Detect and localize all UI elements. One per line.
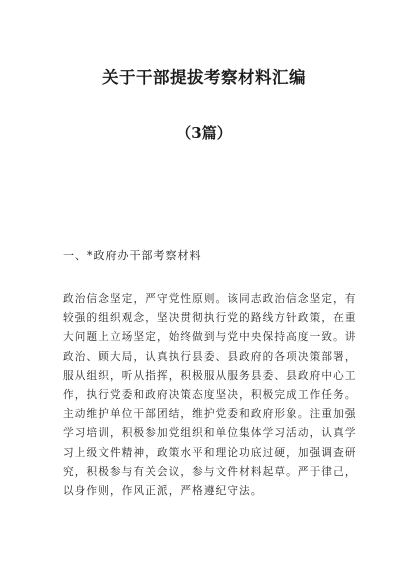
body-line: 作，执行党委和政府决策态度坚决，积极完成工作任务。	[63, 389, 357, 402]
body-line: 究，积极参与有关会议，参与文件材料起草。严于律己，	[63, 465, 357, 478]
document-subtitle: （3篇）	[176, 124, 232, 142]
section-heading: 一、*政府办干部考察材料	[63, 249, 202, 262]
document-title: 关于干部提拔考察材料汇编	[102, 68, 306, 87]
body-line: 大问题上立场坚定，始终做到与党中央保持高度一致。讲	[63, 331, 357, 344]
body-line: 政治信念坚定，严守党性原则。该同志政治信念坚定，有	[63, 293, 357, 305]
body-line: 以身作则，作风正派，严格遵纪守法。	[63, 485, 263, 498]
body-line: 政治、顾大局，认真执行县委、县政府的各项决策部署，	[63, 350, 357, 363]
body-line: 较强的组织观念，坚决贯彻执行党的路线方针政策，在重	[63, 312, 357, 325]
body-line: 服从组织，听从指挥，积极服从服务县委、县政府中心工	[63, 369, 357, 382]
body-paragraph	[63, 290, 363, 501]
body-line: 习上级文件精神，政策水平和理论功底过硬，加强调查研	[63, 446, 357, 459]
body-line: 学习培训，积极参加党组织和单位集体学习活动，认真学	[63, 427, 357, 440]
body-line: 主动维护单位干部团结，维护党委和政府形象。注重加强	[63, 408, 357, 421]
